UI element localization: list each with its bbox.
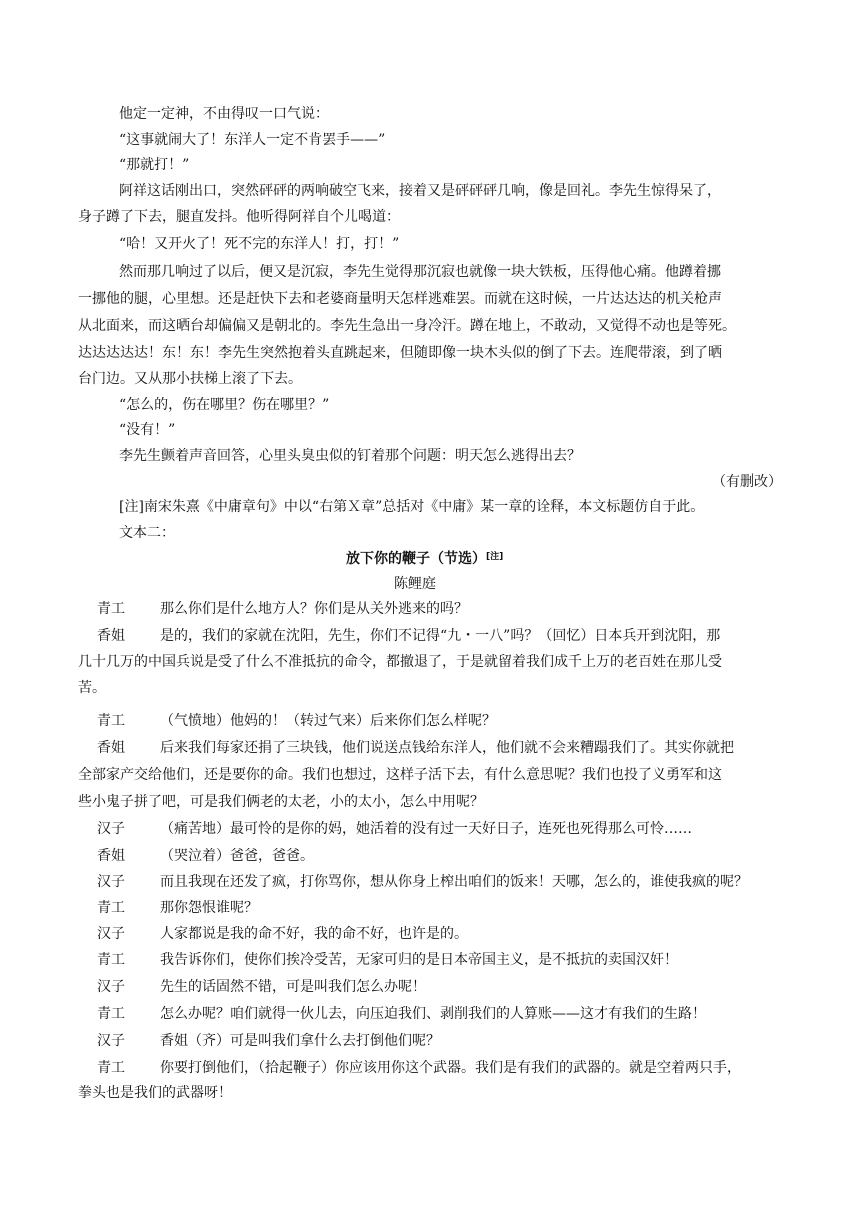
speaker-name: 汉子	[97, 1033, 125, 1049]
dialogue-line: 先生的话固然不错，可是叫我们怎么办呢！	[160, 979, 426, 995]
text1-line: 身子蹲了下去，腿直发抖。他听得阿祥自个儿喝道：	[78, 209, 400, 225]
text1-line: 李先生颤着声音回答，心里头臭虫似的钉着那个问题：明天怎么逃得出去？	[119, 448, 581, 464]
dialogue-line: （气愤地）他妈的！（转过气来）后来你们怎么样呢？	[160, 713, 496, 729]
speaker-name: 汉子	[97, 926, 125, 942]
dialogue-line: 你要打倒他们，（拾起鞭子）你应该用你这个武器。我们是有我们的武器的。就是空着两只手，	[160, 1060, 741, 1076]
text1-line: “这事就闹大了！东洋人一定不肯罢手——”	[119, 132, 386, 148]
text2-label: 文本二：	[119, 525, 175, 541]
text1-line: “没有！”	[119, 422, 176, 438]
text1-line: 台门边。又从那小扶梯上滚了下去。	[78, 371, 302, 387]
speaker-name: 香姐	[97, 628, 125, 644]
dialogue-line: 那么你们是什么地方人？你们是从关外逃来的吗？	[160, 601, 468, 617]
speaker-name: 青工	[97, 1060, 125, 1076]
dialogue-line: 香姐（齐）可是叫我们拿什么去打倒他们呢？	[160, 1033, 440, 1049]
speaker-name: 青工	[97, 952, 125, 968]
text1-line: 他定一定神，不由得叹一口气说：	[119, 106, 329, 122]
text1-line: “那就打！”	[119, 157, 190, 173]
speaker-name: 青工	[97, 601, 125, 617]
play-author: 陈鲤庭	[394, 576, 436, 592]
dialogue-line: 那你怨恨谁呢？	[160, 900, 258, 916]
dialogue-line: 些小鬼子拼了吧，可是我们俩老的太老，小的太小，怎么中用呢？	[78, 794, 484, 810]
text1-line: “哈！又开火了！死不完的东洋人！打，打！”	[119, 236, 400, 252]
dialogue-line: （痛苦地）最可怜的是你的妈，她活着的没有过一天好日子，连死也死得那么可怜……	[160, 821, 692, 837]
dialogue-line: 人家都说是我的命不好，我的命不好，也许是的。	[160, 926, 468, 942]
dialogue-line: 怎么办呢？咱们就得一伙儿去，向压迫我们、剥削我们的人算账——这才有我们的生路！	[160, 1006, 706, 1022]
text1-line: 达达达达达！东！东！李先生突然抱着头直跳起来，但随即像一块木头似的倒了下去。连爬带滚，到了晒	[78, 345, 722, 361]
play-title-text: 放下你的鞭子（节选）	[346, 551, 486, 567]
text1-line: 一挪他的腿，心里想。还是赶快下去和老婆商量明天怎样逃难罢。而就在这时候，一片达达达的机关枪声	[78, 291, 722, 307]
speaker-name: 汉子	[97, 979, 125, 995]
speaker-name: 汉子	[97, 874, 125, 890]
dialogue-line: 后来我们每家还捐了三块钱，他们说送点钱给东洋人，他们就不会来糟蹋我们了。其实你就把	[160, 740, 734, 756]
play-title-note: [注]	[486, 552, 504, 562]
speaker-name: 香姐	[97, 740, 125, 756]
dialogue-line: 全部家产交给他们，还是要你的命。我们也想过，这样子活下去，有什么意思呢？我们也投了义勇军和这	[78, 767, 722, 783]
dialogue-line: 是的，我们的家就在沈阳，先生，你们不记得“九・一八”吗？（回忆）日本兵开到沈阳，那	[160, 628, 721, 644]
dialogue-line: 而且我现在还发了疯，打你骂你，想从你身上榨出咱们的饭来！天哪，怎么的，谁使我疯的呢？	[160, 874, 748, 890]
edit-note: （有删改）	[712, 474, 782, 490]
dialogue-line: 苦。	[78, 680, 106, 696]
speaker-name: 青工	[97, 1006, 125, 1022]
text1-line: 然而那几响过了以后，便又是沉寂，李先生觉得那沉寂也就像一块大铁板，压得他心痛。他蹲着挪	[119, 264, 721, 280]
dialogue-line: 拳头也是我们的武器呀！	[78, 1085, 232, 1101]
dialogue-line: （哭泣着）爸爸，爸爸。	[160, 848, 314, 864]
text1-line: 阿祥这话刚出口，突然砰砰的两响破空飞来，接着又是砰砰砰几响，像是回礼。李先生惊得呆了，	[119, 183, 721, 199]
text1-line: “怎么的，伤在哪里？伤在哪里？”	[119, 397, 330, 413]
speaker-name: 汉子	[97, 821, 125, 837]
dialogue-line: 我告诉你们，使你们挨冷受苦，无家可归的是日本帝国主义，是不抵抗的卖国汉奸！	[160, 952, 678, 968]
text1-line: 从北面来，而这晒台却偏偏又是朝北的。李先生急出一身冷汗。蹲在地上，不敢动，又觉得不动也是等死。	[78, 318, 736, 334]
speaker-name: 香姐	[97, 848, 125, 864]
speaker-name: 青工	[97, 900, 125, 916]
dialogue-line: 几十几万的中国兵说是受了什么不准抵抗的命令，都撤退了，于是就留着我们成千上万的老百姓在那儿受	[78, 654, 722, 670]
speaker-name: 青工	[97, 713, 125, 729]
play-title	[346, 549, 503, 569]
footnote: [注]南宋朱熹《中庸章句》中以“右第Ｘ章”总括对《中庸》某一章的诠释，本文标题仿自于此。	[119, 499, 705, 515]
